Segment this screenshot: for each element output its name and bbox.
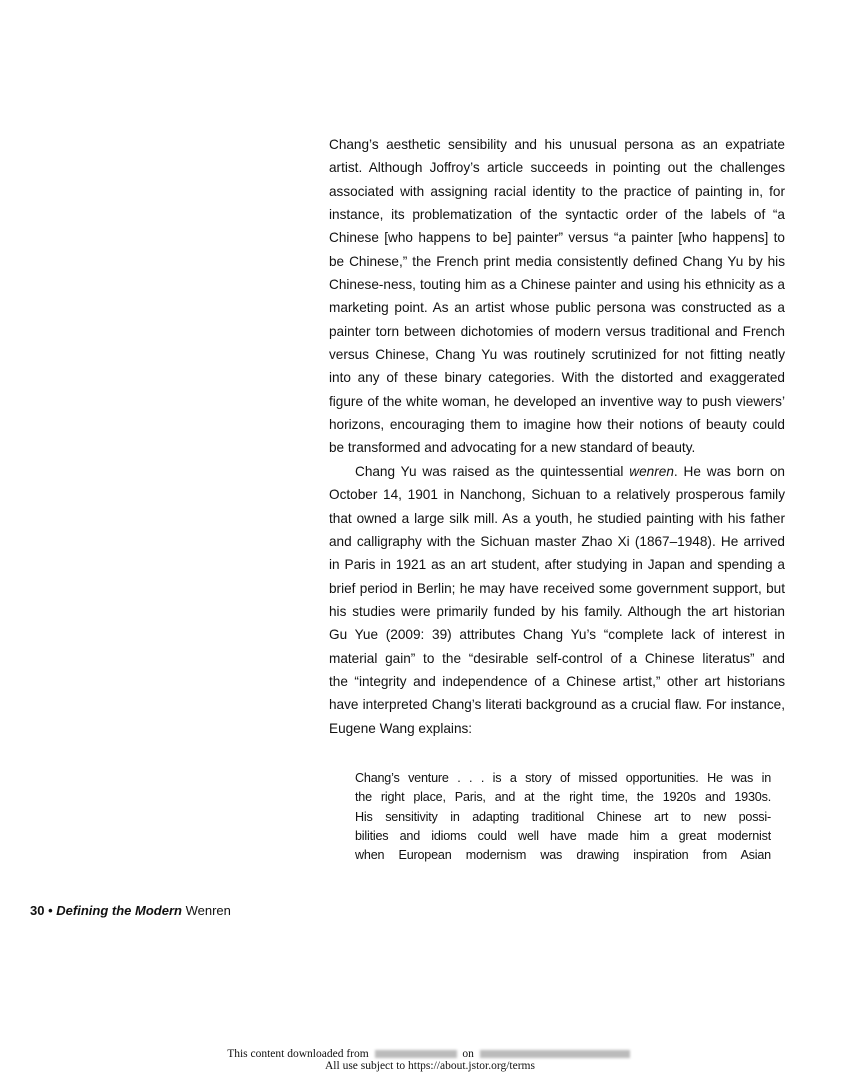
text-line: marketing point. As an artist whose public persona was constructed as a xyxy=(329,300,785,316)
bullet: • xyxy=(48,903,53,918)
text-line: the right place, Paris, and at the right time, the 1920s and 1930s. xyxy=(355,790,771,805)
book-title-italic: Defining the Modern xyxy=(56,903,182,918)
redacted-ip xyxy=(375,1050,457,1058)
text-line: in Paris in 1921 as an art student, after studying in Japan and spending a xyxy=(329,557,785,573)
page-number: 30 xyxy=(30,903,45,918)
paragraph-2 xyxy=(329,460,785,740)
text-line: brief period in Berlin; he may have received some government support, but xyxy=(329,580,785,596)
text-line: associated with assigning racial identity to the practice of painting in, for xyxy=(329,183,785,199)
text-line: Chang’s aesthetic sensibility and his unusual persona as an expatriate xyxy=(329,137,785,152)
text-line: material gain” to the “desirable self-control of a Chinese literatus” and xyxy=(329,650,785,666)
text-line xyxy=(329,460,785,483)
text-line: horizons, encouraging them to imagine how their notions of beauty could xyxy=(329,417,785,433)
text-line: his studies were primarily funded by his family. Although the art historian xyxy=(329,603,785,619)
download-line xyxy=(0,1048,860,1060)
download-prefix: This content downloaded from xyxy=(227,1048,369,1060)
running-footer xyxy=(30,903,231,918)
text-line: figure of the white woman, he developed an inventive way to push viewers’ xyxy=(329,393,785,409)
download-on: on xyxy=(462,1048,474,1060)
book-title-plain: Wenren xyxy=(185,903,231,918)
text-line: Chinese-ness, touting him as a Chinese painter and using his ethnicity as a xyxy=(329,277,785,293)
text-line: be transformed and advocating for a new standard of beauty. xyxy=(329,440,696,456)
text-line: the “integrity and independence of a Chinese artist,” other art historians xyxy=(329,673,785,689)
text-segment: Chang Yu was raised as the quintessential xyxy=(355,463,630,479)
text-line: Eugene Wang explains: xyxy=(329,720,473,736)
text-line: versus Chinese, Chang Yu was routinely scrutinized for not fitting neatly xyxy=(329,347,785,363)
text-line: Chang’s venture . . . is a story of missed opportunities. He was in xyxy=(355,771,771,785)
text-line: that owned a large silk mill. As a youth, he studied painting with his father xyxy=(329,510,785,526)
main-text-column xyxy=(329,133,785,740)
text-line: instance, its problematization of the syntactic order of the labels of “a xyxy=(329,207,785,223)
italic-term: wenren xyxy=(629,463,674,479)
text-line: His sensitivity in adapting traditional Chinese art to new possi- xyxy=(355,809,771,824)
text-line: when European modernism was drawing inspiration from Asian xyxy=(355,848,771,863)
text-line: bilities and idioms could well have made him a great modernist xyxy=(355,828,771,843)
text-line: be Chinese,” the French print media consistently defined Chang Yu by his xyxy=(329,253,785,269)
text-line: Chinese [who happens to be] painter” versus “a painter [who happens] to xyxy=(329,230,785,246)
text-line: have interpreted Chang’s literati background as a crucial flaw. For instance, xyxy=(329,697,785,713)
text-line: and calligraphy with the Sichuan master Zhao Xi (1867–1948). He arrived xyxy=(329,533,785,549)
paragraph-1 xyxy=(329,133,785,460)
text-line: Gu Yue (2009: 39) attributes Chang Yu’s “complete lack of interest in xyxy=(329,627,785,643)
jstor-notice xyxy=(0,1048,860,1072)
text-line: October 14, 1901 in Nanchong, Sichuan to a relatively prosperous family xyxy=(329,487,785,503)
redacted-timestamp xyxy=(480,1050,630,1058)
text-line: painter torn between dichotomies of modern versus traditional and French xyxy=(329,323,785,339)
terms-line: All use subject to https://about.jstor.org/terms xyxy=(325,1060,535,1072)
text-segment: . He was born on xyxy=(673,463,785,479)
text-line: into any of these binary categories. With the distorted and exaggerated xyxy=(329,370,785,386)
text-line: artist. Although Joffroy’s article succeeds in pointing out the challenges xyxy=(329,160,785,176)
block-quote xyxy=(355,769,771,865)
